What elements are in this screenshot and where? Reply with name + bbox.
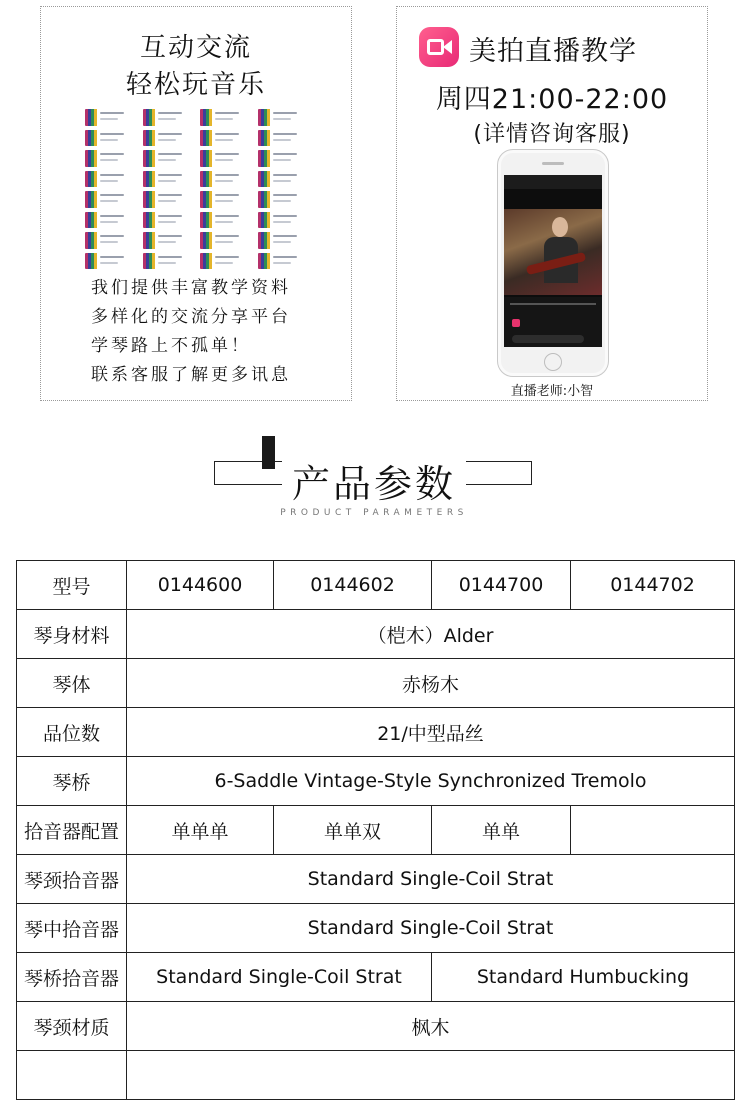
title-marker [262,436,275,469]
table-row [17,757,735,806]
param-label: 品位数 [17,708,127,757]
param-value: 21/中型品丝 [127,708,735,757]
screenshot-thumbnail [258,130,308,147]
screenshot-thumbnail [85,191,135,208]
screenshot-thumbnail [143,232,193,249]
table-row [17,1002,735,1051]
live-schedule: 周四21:00-22:00 [435,84,669,115]
param-label-empty [17,1051,127,1100]
promo-body-line: 多样化的交流分享平台 [91,307,291,327]
param-value: 单单双 [274,806,432,855]
param-value: 6-Saddle Vintage-Style Synchronized Tremolo [127,757,735,806]
param-value-empty [127,1051,735,1100]
table-row [17,806,735,855]
param-label: 琴桥 [17,757,127,806]
param-value: 枫木 [127,1002,735,1051]
screenshot-thumbnail [258,109,308,126]
screenshot-thumbnail [258,150,308,167]
screenshot-thumbnail [85,130,135,147]
table-row [17,953,735,1002]
home-button-icon [544,353,562,371]
brand-title: 美拍直播教学 [469,36,637,67]
table-row [17,1051,735,1100]
promo-body-text [91,274,341,390]
livestream-screen [504,175,602,347]
promo-title-line-2: 轻松玩音乐 [125,70,266,100]
screenshot-thumbnail [85,212,135,229]
meipai-logo-icon [419,27,459,67]
screenshot-thumbnail [200,253,250,270]
screenshot-thumbnail [85,109,135,126]
param-value: 赤杨木 [127,659,735,708]
param-label: 琴颈拾音器 [17,855,127,904]
table-row [17,561,735,610]
screenshot-thumbnail [85,232,135,249]
product-parameters-table [16,560,735,1100]
param-label: 琴颈材质 [17,1002,127,1051]
param-value: 0144702 [571,561,735,610]
section-subtitle: PRODUCT PARAMETERS [280,508,468,518]
live-teacher-caption: 直播老师:小智 [510,384,594,399]
screenshot-thumbnail [200,232,250,249]
param-value: Standard Single-Coil Strat [127,953,432,1002]
screenshot-thumbnail [143,171,193,188]
param-value: 0144700 [432,561,571,610]
screenshot-thumbnail [258,232,308,249]
table-row [17,610,735,659]
param-value [571,806,735,855]
param-value: （桤木）Alder [127,610,735,659]
screenshot-thumbnail [85,171,135,188]
screenshot-thumbnail [200,191,250,208]
screenshot-thumbnail [200,212,250,229]
heart-icon [512,319,520,327]
section-title: 产品参数 [282,460,466,508]
param-value: Standard Single-Coil Strat [127,855,735,904]
screenshot-thumbnail [143,191,193,208]
param-value: 单单 [432,806,571,855]
param-value: Standard Humbucking [432,953,735,1002]
screenshot-thumbnail [143,109,193,126]
screenshot-thumbnail [200,109,250,126]
promo-card-livestream [396,6,708,401]
screenshot-thumbnail [143,130,193,147]
screenshot-thumbnail [258,253,308,270]
param-value: 0144600 [127,561,274,610]
screenshot-thumbnail [200,130,250,147]
table-row [17,855,735,904]
param-label: 型号 [17,561,127,610]
param-value: Standard Single-Coil Strat [127,904,735,953]
screenshot-thumbnail [85,253,135,270]
screenshot-thumbnail [143,150,193,167]
promo-body-line: 学琴路上不孤单！ [91,336,251,356]
screenshot-thumbnail [200,171,250,188]
param-label: 琴桥拾音器 [17,953,127,1002]
promo-body-line: 我们提供丰富教学资料 [91,278,291,298]
screenshot-thumbnail-grid [85,109,307,269]
screenshot-thumbnail [143,212,193,229]
consult-note: (详情咨询客服) [473,122,631,147]
table-row [17,904,735,953]
promo-title-line-1: 互动交流 [139,33,252,63]
phone-mockup [497,149,609,377]
screenshot-thumbnail [200,150,250,167]
screenshot-thumbnail [85,150,135,167]
section-header [214,436,534,526]
param-value: 单单单 [127,806,274,855]
param-label: 琴身材料 [17,610,127,659]
screenshot-thumbnail [258,191,308,208]
param-value: 0144602 [274,561,432,610]
table-row [17,708,735,757]
param-label: 琴体 [17,659,127,708]
param-label: 琴中拾音器 [17,904,127,953]
promo-body-line: 联系客服了解更多讯息 [91,365,291,385]
promo-card-community [40,6,352,401]
param-label: 拾音器配置 [17,806,127,855]
screenshot-thumbnail [258,212,308,229]
screenshot-thumbnail [258,171,308,188]
screenshot-thumbnail [143,253,193,270]
table-row [17,659,735,708]
